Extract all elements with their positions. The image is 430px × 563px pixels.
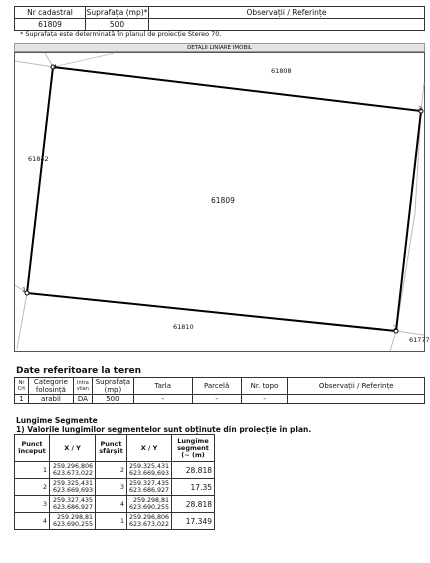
- cell-length: 17.349: [172, 513, 215, 530]
- cell-start: 4: [15, 513, 50, 530]
- col-observatii: Observații / Referințe: [149, 7, 425, 19]
- cell-xy-end: [127, 479, 172, 496]
- cell-observatii-teren: [288, 395, 425, 404]
- col-categorie: Categorie folosință: [28, 378, 73, 395]
- neighbor-bottom-label: 61810: [173, 323, 194, 331]
- col-nr-crt: Nr Crt: [15, 378, 29, 395]
- col-tarla: Tarla: [133, 378, 192, 395]
- xy-end-y: 623.669,693: [128, 470, 169, 477]
- cell-length: 28.818: [172, 462, 215, 479]
- point-label-4: 4: [53, 63, 58, 71]
- cell-nr-topo: -: [241, 395, 288, 404]
- table-row: [15, 513, 215, 530]
- neighbor-line: [396, 331, 424, 335]
- cell-xy-end: [127, 496, 172, 513]
- cell-xy-start: [50, 462, 96, 479]
- cell-tarla: -: [133, 395, 192, 404]
- col-lungime: Lungime segment (~ (m): [172, 435, 215, 462]
- table-row: [15, 479, 215, 496]
- xy-start-x: 259.296,806: [52, 463, 93, 470]
- point-label-1: 1: [22, 286, 27, 294]
- neighbor-line: [53, 53, 115, 67]
- cell-xy-end: [127, 513, 172, 530]
- parcel-label: 61809: [211, 196, 235, 205]
- cell-suprafata-teren: 500: [92, 395, 133, 404]
- cell-xy-end: [127, 462, 172, 479]
- cell-length: 17.35: [172, 479, 215, 496]
- cell-intravilan: DA: [73, 395, 92, 404]
- cell-categorie: arabil: [28, 395, 73, 404]
- col-suprafata: Suprafața (mp)*: [86, 8, 148, 17]
- cell-nr-cadastral: 61809: [15, 19, 86, 31]
- cell-end: 2: [96, 462, 127, 479]
- neighbor-left-label: 61842: [28, 155, 49, 163]
- col-punct-inceput: Punct început: [15, 435, 50, 462]
- cell-xy-start: [50, 496, 96, 513]
- col-suprafata-teren: Suprafața (mp): [92, 378, 133, 395]
- cell-nr-crt: 1: [15, 395, 29, 404]
- col-nr-cadastral: Nr cadastral: [15, 7, 86, 19]
- xy-end-y: 623.673,022: [128, 521, 169, 528]
- xy-start-y: 623.690,255: [52, 521, 93, 528]
- neighbor-line: [17, 293, 27, 349]
- segments-table: [14, 434, 215, 530]
- xy-end-x: 259.296,806: [128, 514, 169, 521]
- table-row: [15, 462, 215, 479]
- cell-end: 3: [96, 479, 127, 496]
- xy-start-y: 623.669,693: [52, 487, 93, 494]
- cell-parcela: -: [192, 395, 241, 404]
- col-xy-start: X / Y: [50, 435, 96, 462]
- col-punct-sfarsit: Punct sfârșit: [96, 435, 127, 462]
- xy-end-x: 259.298,81: [132, 497, 169, 504]
- col-parcela: Parcelă: [192, 378, 241, 395]
- col-xy-end: X / Y: [127, 435, 172, 462]
- point-label-3: 3: [418, 105, 423, 113]
- xy-end-x: 259.325,431: [128, 463, 169, 470]
- neighbor-line: [390, 331, 396, 351]
- neighbor-top-label: 61808: [271, 67, 292, 75]
- xy-start-y: 623.686,927: [52, 504, 93, 511]
- section-title: Date referitoare la teren: [16, 366, 142, 376]
- xy-end-y: 623.690,255: [128, 504, 169, 511]
- parcel-plan: [14, 52, 430, 352]
- cell-end: 4: [96, 496, 127, 513]
- xy-start-x: 259.298,81: [56, 514, 93, 521]
- teren-table: [14, 377, 425, 404]
- col-intravilan: Intra vilan: [73, 378, 92, 395]
- xy-end-y: 623.686,927: [128, 487, 169, 494]
- cell-xy-start: [50, 513, 96, 530]
- cell-end: 1: [96, 513, 127, 530]
- cell-start: 2: [15, 479, 50, 496]
- segments-title-block: [16, 416, 311, 434]
- cell-observatii: [149, 19, 425, 31]
- cell-length: 28.818: [172, 496, 215, 513]
- table-row: [15, 496, 215, 513]
- cell-start: 3: [15, 496, 50, 513]
- xy-start-x: 259.327,435: [52, 497, 93, 504]
- point-label-2: 2: [393, 324, 398, 332]
- cadastral-table: [14, 6, 425, 31]
- xy-start-x: 259.325,431: [52, 480, 93, 487]
- plan-title: DETALII LINIARE IMOBIL: [14, 43, 425, 52]
- segments-title: Lungime Segmente: [16, 416, 98, 425]
- col-nr-topo: Nr. topo: [241, 378, 288, 395]
- cell-suprafata: 500: [86, 19, 149, 31]
- xy-start-y: 623.673,022: [52, 470, 93, 477]
- col-observatii-teren: Observații / Referințe: [288, 378, 425, 395]
- segments-subtitle: 1) Valorile lungimilor segmentelor sunt obținute din proiecție în plan.: [16, 425, 312, 434]
- xy-end-x: 259.327,435: [128, 480, 169, 487]
- neighbor-corner-label: 61777: [409, 336, 430, 344]
- cell-start: 1: [15, 462, 50, 479]
- neighbor-line: [15, 61, 53, 67]
- stereo-note: * Suprafața este determinată în planul de proiecție Stereo 70.: [20, 30, 222, 38]
- cell-xy-start: [50, 479, 96, 496]
